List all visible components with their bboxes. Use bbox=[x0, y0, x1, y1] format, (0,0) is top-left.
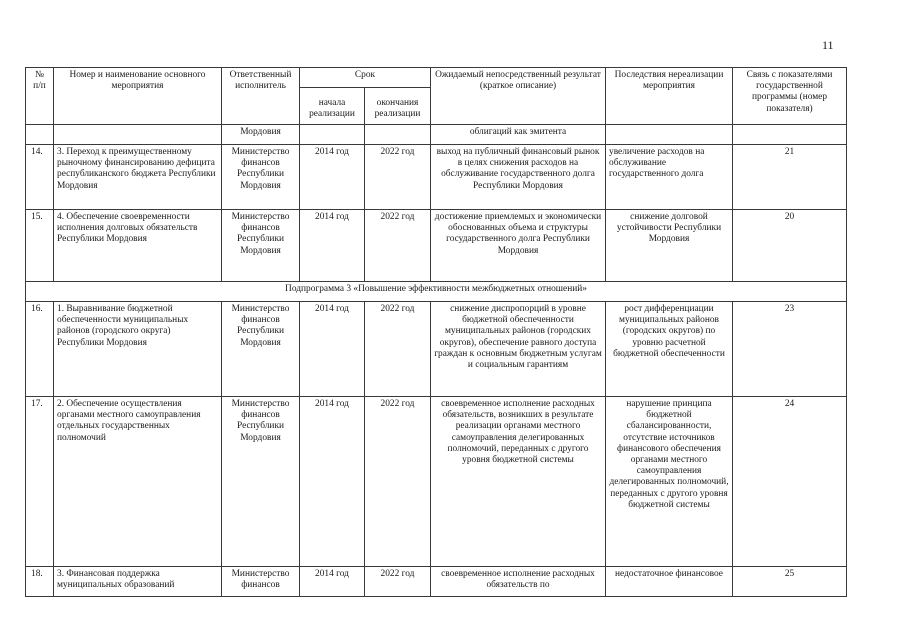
cell-end: 2022 год bbox=[365, 302, 431, 397]
cell-link: 25 bbox=[733, 567, 847, 597]
cell-end: 2022 год bbox=[365, 145, 431, 210]
cell-num: 17. bbox=[26, 397, 54, 567]
cell-start: 2014 год bbox=[300, 145, 365, 210]
cell-num: 18. bbox=[26, 567, 54, 597]
cell-start: 2014 год bbox=[300, 210, 365, 282]
header-num: № п/п bbox=[26, 68, 54, 125]
header-start: начала реализации bbox=[300, 88, 365, 125]
header-end: окончания реализации bbox=[365, 88, 431, 125]
header-term: Срок bbox=[300, 68, 431, 88]
table-row bbox=[26, 567, 847, 597]
cell-consequences: недостаточное финансовое bbox=[606, 567, 733, 597]
cell-end: 2022 год bbox=[365, 397, 431, 567]
table-row-continuation bbox=[26, 125, 847, 145]
cell-consequences: увеличение расходов на обслуживание государственного долга bbox=[606, 145, 733, 210]
cell-start: 2014 год bbox=[300, 302, 365, 397]
cell-result: облигаций как эмитента bbox=[431, 125, 606, 145]
cell-name: 3. Финансовая поддержка муниципальных образований bbox=[54, 567, 222, 597]
cell-result: достижение приемлемых и экономически обоснованных объема и структуры государственного долга Республики Мордовия bbox=[431, 210, 606, 282]
header-consequences: Последствия нереализации мероприятия bbox=[606, 68, 733, 125]
cell-responsible: Министерство финансов Республики Мордовия bbox=[222, 145, 300, 210]
cell-link: 21 bbox=[733, 145, 847, 210]
cell-num: 15. bbox=[26, 210, 54, 282]
table-row bbox=[26, 397, 847, 567]
cell-link: 20 bbox=[733, 210, 847, 282]
cell-result: своевременное исполнение расходных обязательств по bbox=[431, 567, 606, 597]
cell-num: 14. bbox=[26, 145, 54, 210]
cell-result: выход на публичный финансовый рынок в целях снижения расходов на обслуживание государственного долга Республики Мордовия bbox=[431, 145, 606, 210]
cell-responsible: Министерство финансов Республики Мордовия bbox=[222, 210, 300, 282]
measures-table bbox=[25, 67, 847, 597]
cell-consequences: рост дифференциации муниципальных районов (городских округов) по уровню расчетной бюджетной обеспеченности bbox=[606, 302, 733, 397]
subprogram-title: Подпрограмма 3 «Повышение эффективности межбюджетных отношений» bbox=[26, 282, 847, 302]
cell-name: 3. Переход к преимущественному рыночному финансированию дефицита республиканского бюджета Республики Мордовия bbox=[54, 145, 222, 210]
cell-end: 2022 год bbox=[365, 210, 431, 282]
cell-name: 2. Обеспечение осуществления органами местного самоуправления отдельных государственных полномочий bbox=[54, 397, 222, 567]
header-responsible: Ответственный исполнитель bbox=[222, 68, 300, 125]
table-row bbox=[26, 210, 847, 282]
cell-start: 2014 год bbox=[300, 567, 365, 597]
cell-responsible: Мордовия bbox=[222, 125, 300, 145]
cell-result: снижение диспропорций в уровне бюджетной обеспеченности муниципальных районов (городских округов), обеспечение равного доступа граждан к основным бюджетным услугам и социальным гарантиям bbox=[431, 302, 606, 397]
cell-link: 23 bbox=[733, 302, 847, 397]
cell-consequences: снижение долговой устойчивости Республики Мордовия bbox=[606, 210, 733, 282]
cell-responsible: Министерство финансов Республики Мордовия bbox=[222, 397, 300, 567]
cell-start: 2014 год bbox=[300, 397, 365, 567]
cell-name: 1. Выравнивание бюджетной обеспеченности муниципальных районов (городского округа) Республики Мордовия bbox=[54, 302, 222, 397]
cell-result: своевременное исполнение расходных обязательств, возникших в результате реализации органами местного самоуправления делегированных полномочий, переданных с другого уровня бюджетной системы bbox=[431, 397, 606, 567]
cell-responsible: Министерство финансов Республики Мордовия bbox=[222, 302, 300, 397]
cell-num: 16. bbox=[26, 302, 54, 397]
table-row bbox=[26, 145, 847, 210]
cell-link: 24 bbox=[733, 397, 847, 567]
cell-end: 2022 год bbox=[365, 567, 431, 597]
subprogram-row bbox=[26, 282, 847, 302]
cell-responsible: Министерство финансов bbox=[222, 567, 300, 597]
cell-name: 4. Обеспечение своевременности исполнения долговых обязательств Республики Мордовия bbox=[54, 210, 222, 282]
page-number: 11 bbox=[822, 38, 834, 52]
header-result: Ожидаемый непосредственный результат (краткое описание) bbox=[431, 68, 606, 125]
cell-consequences: нарушение принципа бюджетной сбалансированности, отсутствие источников финансового обеспечения органами местного самоуправления делегированных полномочий, переданных с другого уровня бюджетной системы bbox=[606, 397, 733, 567]
table-row bbox=[26, 302, 847, 397]
header-name: Номер и наименование основного мероприятия bbox=[54, 68, 222, 125]
header-link: Связь с показателями государственной программы (номер показателя) bbox=[733, 68, 847, 125]
